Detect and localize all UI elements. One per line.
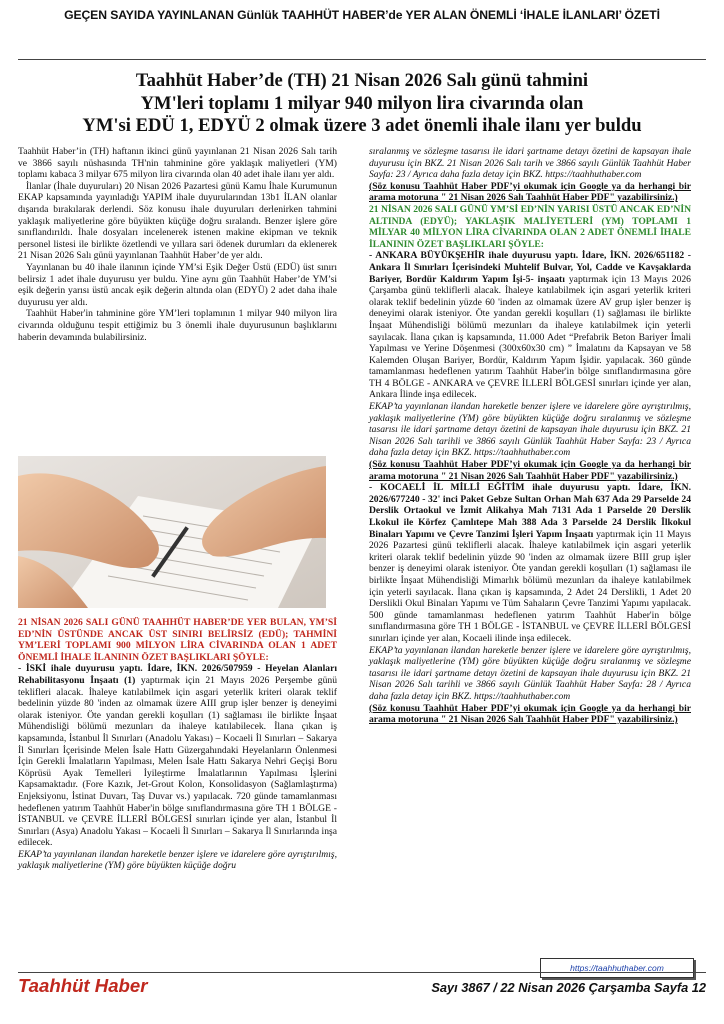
count-paragraph: Yayınlanan bu 40 ihale ilanının içinde YM’si Eşik Değer Üstü (EDÜ) üst sınırı belirsiz 1 adet ihale duyurusu yer buldu. Yine aynı gün Taahhüt Haber’de YM’si eşik değerin yarısı üstü ancak eşik değerin altında olan (EDYÜ) 2 adet daha ihale duyurusu yer aldı. <box>18 261 337 308</box>
ankara-listing-title: - ANKARA BÜYÜKŞEHİR ihale duyurusu yaptı. İdare, İKN. 2026/651182 - Ankara İl Sınırları İçerisindeki Muhtelif Bulvar, Yol, Cadde ve Kavşaklarda Bariyer, Bordür Kaldırım Yapım İşi-5- inşaatı <box>369 250 691 285</box>
brand-logo: Taahhüt Haber <box>18 975 148 996</box>
left-column-lower <box>18 617 337 872</box>
footer-divider <box>18 972 706 973</box>
kocaeli-listing-title: - KOCAELİ İL MİLLİ EĞİTİM ihale duyurusu yaptı. İdare, İKN. 2026/677240 - 32' inci Paket Gebze Sultan Orhan Mah 637 Ada 29 Parselde 24 Derslik Ortaokul ve İzmit Alikahya Mah 7131 Ada 1 Parselde 20 Derslik Lkokul ile Körfez Çamlıtepe Mah 388 Ada 3 Parselde 24 Derslik İlkokul Binaları Yapımı ve Çevre Tanzimi İşleri Yapım İnşaatı <box>369 482 691 540</box>
iski-listing <box>18 663 337 849</box>
pdf-search-note: (Söz konusu Taahhüt Haber PDF’yi okumak için Google ya da herhangi bir arama motoruna " 21 Nisan 2026 Salı Taahhüt Haber PDF" yazabilirsiniz.) <box>369 180 691 204</box>
pdf-search-note-2: (Söz konusu Taahhüt Haber PDF’yi okumak için Google ya da herhangi bir arama motoruna " 21 Nisan 2026 Salı Taahhüt Haber PDF" yazabilirsiniz.) <box>369 459 691 482</box>
issue-info: Sayı 3867 / 22 Nisan 2026 Çarşamba Sayfa 12 <box>431 980 706 995</box>
left-column <box>18 146 337 343</box>
iski-note-continued: sıralanmış ve sözleşme tasarısı ile idari şartname detayı özetini de kapsayan ihale duyurusu için BKZ. 21 Nisan 2026 Salı tarih ve 3866 sayılı Günlük Taahhüt Haber Sayfa: 23 / Ayrıca daha fazla detay için BKZ. https://taahhuthaber.com <box>369 146 691 181</box>
ankara-listing-body: yaptırmak için 13 Mayıs 2026 Çarşamba günü tekliflerli alacak. İhaleye katılabilmek için asgari yeterlik kriteri olarak teklif bedelinin yüzde 60 'inden az olmamak üzere AV grup işler benzer iş deneyimi olarak isteniyor. Öte yandan gerekli koşulları (1) sağlaması ile birlikte İnşaat Mühendisliği bölümü mezunları da ihaleye katılabilmek için yeterli sayılacak. İlana çıkan iş kapsamında, 11.000 Adet “Prefabrik Beton Bariyer İmali Yapılması ve Yerine Döşenmesi (300x60x30 cm) ” İmalatını da Kapsayan ve 58 Kalemden Oluşan Bariyer, Bordür, Kaldırım Yapım İşidir. yapılacak. 360 günde tamamlanması hedeflenen yatırım Taahhüt Haber'in bölge sınıflandırmasına göre TH 4 BÖLGE - ANKARA ve ÇEVRE İLLERİ BÖLGESİ sınırları içinde yer alan, Ankara İlinde inşa edilecek. <box>369 273 691 401</box>
headline-line-3: YM'si EDÜ 1, EDYÜ 2 olmak üzere 3 adet önemli ihale ilanı yer buldu <box>82 115 642 137</box>
iski-listing-note: EKAP’ta yayınlanan ilandan hareketle benzer işlere ve idarelere göre ayrıştırılmış, yaklaşık maliyetlerine (YM) göre büyükten küçüğe doğru <box>18 848 337 872</box>
handshake-document-illustration <box>18 456 326 608</box>
iski-listing-title: - İSKİ ihale duyurusu yaptı. İdare, İKN. 2026/507959 - Heyelan Alanları Rehabilitasyonu İnşaatı (1) <box>18 663 337 686</box>
kocaeli-listing-body: yaptırmak için 11 Mayıs 2026 Pazartesi günü tekliflerli alacak. İhaleye katılabilmek için asgari yeterlik kriteri olarak teklif bedelinin yüzde 90 'inden az olmamak üzere BIII grup işler benzer iş deneyimi olarak isteniyor. Öte yandan gerekli koşulları (1) sağlaması ile birlikte İnşaat Mühendisliği Mimarlık bölümü mezunları da ihaleye katılabilmek için yeterli sayılacak. İlana çıkan iş kapsamında, 2 Adet 24 Derslikli, 1 Adet 20 Derslikli Okul Binaları Yapımı ve Tüm Sahaların Çevre Tanzimi Yapımı yapılacak. 500 günde tamamlanması hedeflenen yatırım Taahhüt Haber'in bölge sınıflandırmasına göre TH 1 BÖLGE - İSTANBUL ve ÇEVRE İLLERİ BÖLGESİ sınırları içinde yer alan, Kocaeli ilinde inşa edilecek. <box>369 528 691 644</box>
website-link[interactable]: https://taahhuthaber.com <box>540 958 694 978</box>
summary-paragraph: Taahhüt Haber'in tahminine göre YM’leri toplamının 1 milyar 940 milyon lira civarında olduğunu tespit ettiğimiz bu 3 önemli ihale duyurusunun başlıklarını haberin devamında bulabilirsiniz. <box>18 308 337 343</box>
headline-line-2: YM'leri toplamı 1 milyar 940 milyon lira civarında olan <box>140 92 584 114</box>
ankara-listing <box>369 250 691 401</box>
headline-line-1: Taahhüt Haber’de (TH) 21 Nisan 2026 Salı günü tahmini <box>135 70 589 91</box>
kocaeli-listing-note: EKAP’ta yayınlanan ilandan hareketle benzer işlere ve idarelere göre ayrıştırılmış, yaklaşık maliyetlerine (YM) göre büyükten küçüğe doğru sıralanmış ve sözleşme tasarısı ile idari şartname detayı özetini de kapsayan ihale duyurusu için BKZ. 21 Nisan 2026 Salı tarihli ve 3866 sayılı Günlük Taahhüt Haber Sayfa: 28 / Ayrıca daha fazla detay için BKZ. https://taahhuthaber.com <box>369 644 691 702</box>
edu-section-heading: 21 NİSAN 2026 SALI GÜNÜ TAAHHÜT HABER’DE YER BULAN, YM’Sİ ED’NİN ÜSTÜNDE ANCAK ÜST SINIRI BELİRSİZ (EDÜ); TAHMİNİ YM’LERİ TOPLAMI 900 MİLYON LİRA CİVARINDA OLAN 1 ADET ÖNEMLİ İHALE İLANININ ÖZET BAŞLIKLARI ŞÖYLE: <box>18 617 337 663</box>
ankara-listing-note: EKAP’ta yayınlanan ilandan hareketle benzer işlere ve idarelere göre ayrıştırılmış, yaklaşık maliyetlerine (YM) göre büyükten küçüğe doğru sıralanmış ve sözleşme tasarısı ile idari şartname detayı özetini de kapsayan ihale duyurusu için BKZ. 21 Nisan 2026 Salı tarihli ve 3866 sayılı Günlük Taahhüt Haber Sayfa: 23 / Ayrıca daha fazla detay için BKZ. https://taahhuthaber.com <box>369 401 691 459</box>
top-banner: GEÇEN SAYIDA YAYINLANAN Günlük TAAHHÜT HABER’de YER ALAN ÖNEMLİ ‘İHALE İLANLARI’ ÖZETİ <box>64 8 660 22</box>
intro-paragraph: Taahhüt Haber’in (TH) haftanın ikinci günü yayınlanan 21 Nisan 2026 Salı tarih ve 3866 sayılı nüshasında TH'nin tahminine göre yaklaşık maliyetleri (YM) toplamı kabaca 3 milyar 675 milyon lira civarında olan 40 adet ihale ilanı yer aldı. <box>18 146 337 181</box>
edyu-section-heading: 21 NİSAN 2026 SALI GÜNÜ YM’Sİ ED’NİN YARISI ÜSTÜ ANCAK ED’NİN ALTINDA (EDYÜ); YAKLAŞIK MALİYETLERİ (YM) TOPLAMI 1 MİLYAR 40 MİLYON LİRA CİVARINDA OLAN 2 ADET ÖNEMLİ İHALE İLANININ ÖZET BAŞLIKLARI ŞÖYLE: <box>369 203 691 250</box>
headline <box>18 70 706 138</box>
kocaeli-listing <box>369 482 691 644</box>
pdf-search-note-3: (Söz konusu Taahhüt Haber PDF’yi okumak için Google ya da herhangi bir arama motoruna " 21 Nisan 2026 Salı Taahhüt Haber PDF" yazabilirsiniz.) <box>369 702 691 726</box>
article-photo <box>18 456 326 608</box>
method-paragraph: İlanlar (İhale duyuruları) 20 Nisan 2026 Pazartesi günü Kamu İhale Kurumunun EKAP kapsamında yayınladığı YAPIM ihale duyurularından 13b1 İLAN olanlar dışarıda bırakılarak derlendi. Söz konusu ihale duyuruları derlenirken tahmini yaklaşık maliyetlerine göre büyükten küçüğe doğru sıralandı. Benzer işlere göre sınıflandırıldı. İhale dosyaları incelenerek istenen makine ekipman ve teknik personel listesi ile birlikte özetlendi ve yıllara sari ödenek durumları da eklenerek 21 Nisan 2026 Salı günü yayınlanan Taahhüt Haber’de yer aldı. <box>18 180 337 262</box>
right-column <box>369 146 691 726</box>
top-divider <box>18 59 706 60</box>
iski-listing-body: yaptırmak için 21 Mayıs 2026 Perşembe günü teklifleri alacak. İhaleye katılabilmek için asgari yeterlik kriteri olarak teklif bedelinin yüzde 80 'inden az olmamak üzere AIII grup işler benzer iş deneyimi olarak isteniyor. Öte yandan gerekli koşulları (1) sağlaması ile birlikte İnşaat Mühendisliği bölümü mezunları da ihaleye katılabilecek. İlana çıkan iş kapsamında, İstanbul İl Sınırları (Anadolu Yakası) – Kocaeli İl Sınırları – Sakarya İl Sınırları İçerisinde Melen İsale Hattı Güzergahındaki Heyelanların Önlenmesi İçin Gerekli İmalatların Yapılması, Melen İsale Hattı Sakarya Nehri Geçişi Boru Köprüsü Ayak Temelleri İyileştirme İmalatlarının Yapılması İşlerini Kapsamaktadır. (Fore Kazık, Jet-Grout Kolon, Konsolidasyon (Sağlamlaştırma) Enjeksiyonu, İstinat Duvarı, Taş Duvar vs.) yapılacak. 720 günde tamamlanması hedeflenen yatırım Taahhüt Haber'in bölge sınıflandırmasına göre TH 1 BÖLGE - İSTANBUL ve ÇEVRE İLLERİ BÖLGESİ sınırları içinde yer alan, İstanbul İl Sınırları (Asya) Anadolu Yakası – Kocaeli İl Sınırları – Sakarya İl Sınırlarında inşa edilecek. <box>18 674 337 849</box>
